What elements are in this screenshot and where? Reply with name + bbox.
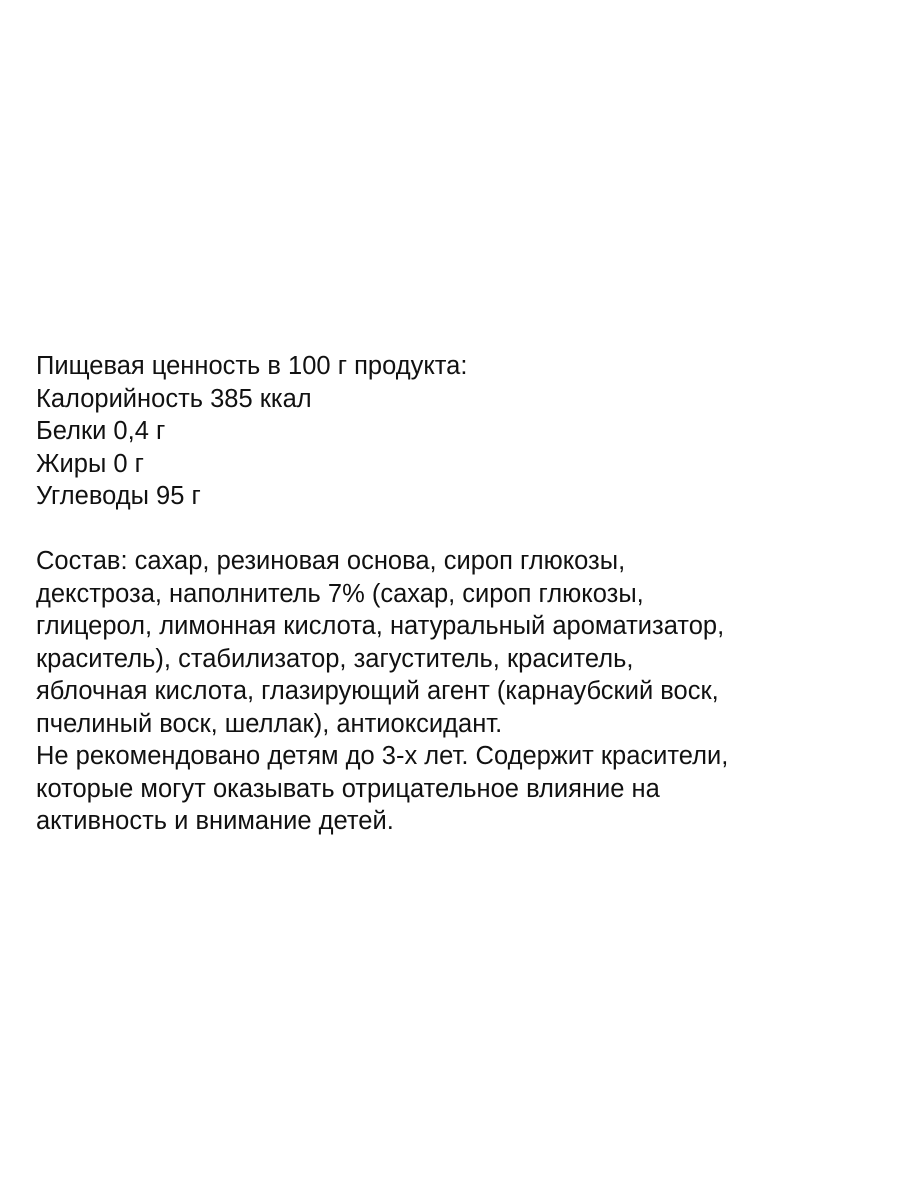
composition-line: яблочная кислота, глазирующий агент (карнаубский воск, xyxy=(36,677,719,705)
composition-line: декстроза, наполнитель 7% (сахар, сироп глюкозы, xyxy=(36,579,644,608)
nutrition-facts xyxy=(36,350,866,513)
nutrition-title: Пищевая ценность в 100 г продукта: xyxy=(36,352,468,380)
calories-line: Калорийность 385 ккал xyxy=(36,384,312,413)
warning-line: Не рекомендовано детям до 3-х лет. Содержит красители, xyxy=(36,742,729,770)
composition-line: глицерол, лимонная кислота, натуральный ароматизатор, xyxy=(36,612,725,640)
carbs-line: Углеводы 95 г xyxy=(36,482,201,510)
composition-line: пчелиный воск, шеллак), антиоксидант. xyxy=(36,709,503,738)
composition-section xyxy=(36,545,866,838)
protein-line: Белки 0,4 г xyxy=(36,417,166,445)
warning-line: которые могут оказывать отрицательное влияние на xyxy=(36,774,660,803)
composition-line: краситель), стабилизатор, загуститель, краситель, xyxy=(36,644,634,673)
warning-line: активность и внимание детей. xyxy=(36,807,394,835)
composition-line: Состав: сахар, резиновая основа, сироп глюкозы, xyxy=(36,547,626,575)
fat-line: Жиры 0 г xyxy=(36,449,144,478)
